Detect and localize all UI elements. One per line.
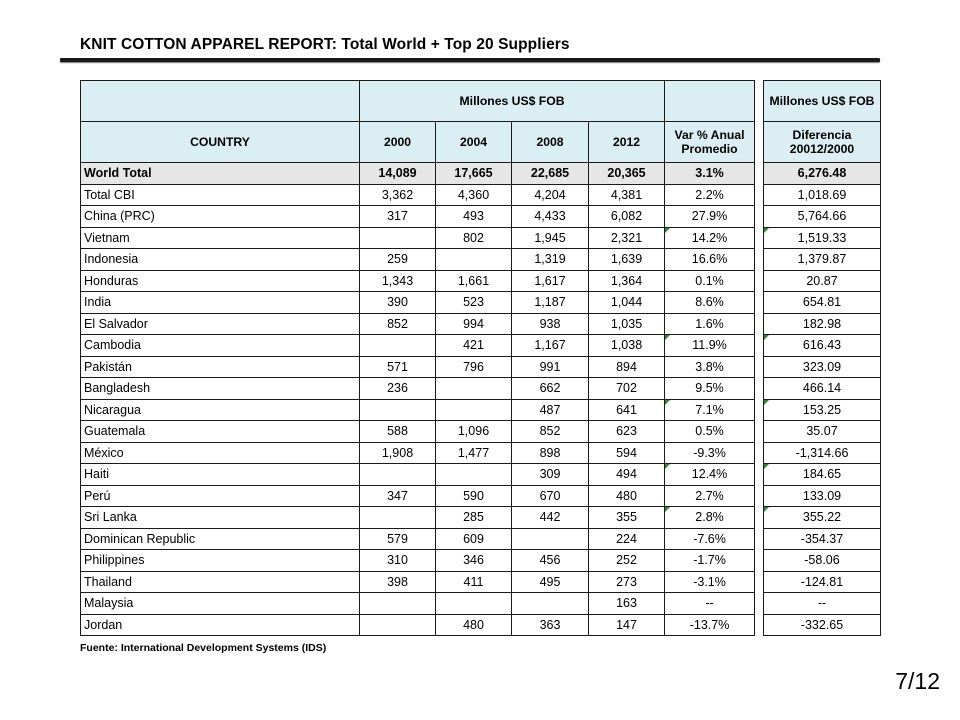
cell-y2000: 317 xyxy=(360,206,436,228)
table-row xyxy=(764,270,881,292)
cell-country: World Total xyxy=(81,163,360,185)
cell-y2008: 898 xyxy=(512,442,589,464)
table-row xyxy=(764,528,881,550)
cell-var: 2.2% xyxy=(665,184,755,206)
cell-var: 2.8% xyxy=(665,507,755,529)
table-row xyxy=(81,442,755,464)
cell-y2008: 456 xyxy=(512,550,589,572)
cell-y2008: 1,319 xyxy=(512,249,589,271)
title-underline xyxy=(60,58,880,62)
cell-var: -3.1% xyxy=(665,571,755,593)
cell-country: India xyxy=(81,292,360,314)
cell-y2008: 4,433 xyxy=(512,206,589,228)
cell-var: 14.2% xyxy=(665,227,755,249)
cell-y2012: 1,364 xyxy=(589,270,665,292)
table-row xyxy=(764,378,881,400)
cell-y2000 xyxy=(360,507,436,529)
table-row xyxy=(81,270,755,292)
cell-y2004: 523 xyxy=(436,292,512,314)
cell-y2012: 273 xyxy=(589,571,665,593)
cell-diff: 616.43 xyxy=(764,335,881,357)
cell-y2000 xyxy=(360,399,436,421)
table-row xyxy=(764,571,881,593)
cell-y2012: 252 xyxy=(589,550,665,572)
cell-country: El Salvador xyxy=(81,313,360,335)
cell-country: Cambodia xyxy=(81,335,360,357)
cell-country: Thailand xyxy=(81,571,360,593)
cell-y2012: 594 xyxy=(589,442,665,464)
cell-y2012: 494 xyxy=(589,464,665,486)
cell-y2004: 285 xyxy=(436,507,512,529)
cell-diff: -354.37 xyxy=(764,528,881,550)
cell-y2008: 1,187 xyxy=(512,292,589,314)
table-row xyxy=(764,206,881,228)
cell-y2000: 588 xyxy=(360,421,436,443)
cell-y2012: 355 xyxy=(589,507,665,529)
cell-y2008: 1,945 xyxy=(512,227,589,249)
cell-y2000: 310 xyxy=(360,550,436,572)
cell-y2000: 1,908 xyxy=(360,442,436,464)
cell-y2004: 493 xyxy=(436,206,512,228)
cell-diff: 182.98 xyxy=(764,313,881,335)
header-year-2000: 2000 xyxy=(360,122,436,163)
cell-country: Malaysia xyxy=(81,593,360,615)
cell-y2004 xyxy=(436,378,512,400)
cell-diff: 654.81 xyxy=(764,292,881,314)
header-money: Millones US$ FOB xyxy=(360,81,665,122)
cell-y2012: 1,044 xyxy=(589,292,665,314)
cell-y2012: 641 xyxy=(589,399,665,421)
cell-country: Honduras xyxy=(81,270,360,292)
cell-country: Haiti xyxy=(81,464,360,486)
table-row xyxy=(81,313,755,335)
cell-diff: 6,276.48 xyxy=(764,163,881,185)
cell-y2000: 579 xyxy=(360,528,436,550)
table-row xyxy=(81,550,755,572)
cell-y2000: 852 xyxy=(360,313,436,335)
cell-diff: 5,764.66 xyxy=(764,206,881,228)
cell-y2008: 363 xyxy=(512,614,589,636)
cell-diff: 355.22 xyxy=(764,507,881,529)
cell-var: 11.9% xyxy=(665,335,755,357)
page-number: 7/12 xyxy=(895,668,940,694)
cell-y2012: 894 xyxy=(589,356,665,378)
table-row xyxy=(81,614,755,636)
table-row xyxy=(81,528,755,550)
cell-y2000 xyxy=(360,227,436,249)
cell-y2008: 670 xyxy=(512,485,589,507)
cell-y2012: 4,381 xyxy=(589,184,665,206)
header-var: Var % Anual Promedio xyxy=(665,122,755,163)
cell-y2004 xyxy=(436,399,512,421)
table-row xyxy=(764,421,881,443)
table-row xyxy=(81,227,755,249)
cell-y2008: 487 xyxy=(512,399,589,421)
table-row xyxy=(81,292,755,314)
cell-country: Nicaragua xyxy=(81,399,360,421)
suppliers-table xyxy=(80,80,755,636)
cell-y2004: 802 xyxy=(436,227,512,249)
table-row xyxy=(81,399,755,421)
cell-y2008: 442 xyxy=(512,507,589,529)
cell-var: 16.6% xyxy=(665,249,755,271)
cell-country: Total CBI xyxy=(81,184,360,206)
cell-var: 9.5% xyxy=(665,378,755,400)
cell-country: Indonesia xyxy=(81,249,360,271)
cell-country: Jordan xyxy=(81,614,360,636)
cell-y2004: 421 xyxy=(436,335,512,357)
cell-country: China (PRC) xyxy=(81,206,360,228)
cell-var: 0.1% xyxy=(665,270,755,292)
cell-var: 1.6% xyxy=(665,313,755,335)
header-year-2004: 2004 xyxy=(436,122,512,163)
cell-diff: -58.06 xyxy=(764,550,881,572)
table-row xyxy=(81,571,755,593)
table-row xyxy=(81,421,755,443)
cell-y2008: 4,204 xyxy=(512,184,589,206)
cell-diff: 153.25 xyxy=(764,399,881,421)
table-row xyxy=(764,249,881,271)
cell-var: -7.6% xyxy=(665,528,755,550)
table-row xyxy=(764,313,881,335)
cell-y2008 xyxy=(512,593,589,615)
table-row xyxy=(764,356,881,378)
cell-y2004: 609 xyxy=(436,528,512,550)
cell-diff: 184.65 xyxy=(764,464,881,486)
cell-y2004: 4,360 xyxy=(436,184,512,206)
table-row xyxy=(81,378,755,400)
cell-y2004: 480 xyxy=(436,614,512,636)
cell-y2008: 852 xyxy=(512,421,589,443)
cell-y2004: 1,096 xyxy=(436,421,512,443)
cell-y2004 xyxy=(436,249,512,271)
cell-y2004: 994 xyxy=(436,313,512,335)
cell-y2000: 571 xyxy=(360,356,436,378)
header-year-2012: 2012 xyxy=(589,122,665,163)
table-row xyxy=(81,249,755,271)
cell-y2000: 390 xyxy=(360,292,436,314)
table-row xyxy=(81,163,755,185)
cell-diff: 1,018.69 xyxy=(764,184,881,206)
cell-y2000 xyxy=(360,614,436,636)
cell-y2012: 1,639 xyxy=(589,249,665,271)
cell-y2000: 3,362 xyxy=(360,184,436,206)
report-title: KNIT COTTON APPAREL REPORT: Total World + Top 20 Suppliers xyxy=(80,36,570,53)
table-row xyxy=(764,399,881,421)
table-row xyxy=(764,464,881,486)
cell-var: 8.6% xyxy=(665,292,755,314)
cell-y2000: 236 xyxy=(360,378,436,400)
cell-diff: -124.81 xyxy=(764,571,881,593)
cell-var: 7.1% xyxy=(665,399,755,421)
table-row xyxy=(764,550,881,572)
table-row xyxy=(764,593,881,615)
table-row xyxy=(81,206,755,228)
cell-y2004 xyxy=(436,593,512,615)
cell-country: Philippines xyxy=(81,550,360,572)
table-row xyxy=(81,593,755,615)
cell-var: 3.8% xyxy=(665,356,755,378)
table-row xyxy=(81,184,755,206)
cell-diff: -1,314.66 xyxy=(764,442,881,464)
cell-y2008: 495 xyxy=(512,571,589,593)
cell-y2012: 6,082 xyxy=(589,206,665,228)
cell-y2008: 938 xyxy=(512,313,589,335)
table-row xyxy=(764,485,881,507)
cell-diff: 20.87 xyxy=(764,270,881,292)
cell-diff: -332.65 xyxy=(764,614,881,636)
cell-var: -13.7% xyxy=(665,614,755,636)
header-blank-var xyxy=(665,81,755,122)
cell-var: -1.7% xyxy=(665,550,755,572)
cell-var: 0.5% xyxy=(665,421,755,443)
table-row xyxy=(764,163,881,185)
cell-y2012: 163 xyxy=(589,593,665,615)
cell-y2012: 623 xyxy=(589,421,665,443)
cell-var: 12.4% xyxy=(665,464,755,486)
cell-y2000: 14,089 xyxy=(360,163,436,185)
table-row xyxy=(81,507,755,529)
cell-var: 2.7% xyxy=(665,485,755,507)
cell-diff: 1,519.33 xyxy=(764,227,881,249)
cell-y2004 xyxy=(436,464,512,486)
cell-diff: 35.07 xyxy=(764,421,881,443)
table-row xyxy=(764,292,881,314)
cell-y2000 xyxy=(360,464,436,486)
difference-table xyxy=(763,80,881,636)
cell-y2008: 22,685 xyxy=(512,163,589,185)
cell-y2000: 347 xyxy=(360,485,436,507)
cell-y2004: 17,665 xyxy=(436,163,512,185)
cell-y2012: 147 xyxy=(589,614,665,636)
header-blank xyxy=(81,81,360,122)
table-row xyxy=(764,507,881,529)
source-note: Fuente: International Development Systems (IDS) xyxy=(80,642,327,654)
cell-y2008: 991 xyxy=(512,356,589,378)
table-row xyxy=(764,335,881,357)
cell-var: -- xyxy=(665,593,755,615)
cell-y2008: 1,167 xyxy=(512,335,589,357)
table-row xyxy=(81,485,755,507)
cell-y2004: 346 xyxy=(436,550,512,572)
cell-y2012: 20,365 xyxy=(589,163,665,185)
table-row xyxy=(764,442,881,464)
cell-diff: 1,379.87 xyxy=(764,249,881,271)
header-year-2008: 2008 xyxy=(512,122,589,163)
cell-y2004: 590 xyxy=(436,485,512,507)
table-row xyxy=(81,335,755,357)
cell-y2012: 2,321 xyxy=(589,227,665,249)
cell-y2012: 1,035 xyxy=(589,313,665,335)
cell-y2000 xyxy=(360,335,436,357)
cell-country: Vietnam xyxy=(81,227,360,249)
table-row xyxy=(764,227,881,249)
cell-y2008: 309 xyxy=(512,464,589,486)
cell-country: México xyxy=(81,442,360,464)
table-row xyxy=(764,184,881,206)
cell-y2000: 259 xyxy=(360,249,436,271)
cell-y2012: 480 xyxy=(589,485,665,507)
cell-y2012: 702 xyxy=(589,378,665,400)
cell-country: Dominican Republic xyxy=(81,528,360,550)
cell-var: -9.3% xyxy=(665,442,755,464)
cell-y2004: 1,661 xyxy=(436,270,512,292)
table-row xyxy=(764,614,881,636)
cell-diff: 133.09 xyxy=(764,485,881,507)
cell-country: Perú xyxy=(81,485,360,507)
side-header-money: Millones US$ FOB xyxy=(764,81,881,122)
cell-diff: -- xyxy=(764,593,881,615)
cell-y2004: 1,477 xyxy=(436,442,512,464)
cell-var: 27.9% xyxy=(665,206,755,228)
cell-diff: 323.09 xyxy=(764,356,881,378)
cell-country: Sri Lanka xyxy=(81,507,360,529)
cell-diff: 466.14 xyxy=(764,378,881,400)
table-row xyxy=(81,356,755,378)
side-header-diff: Diferencia 20012/2000 xyxy=(764,122,881,163)
cell-y2012: 1,038 xyxy=(589,335,665,357)
cell-var: 3.1% xyxy=(665,163,755,185)
cell-country: Pakistán xyxy=(81,356,360,378)
cell-y2008: 662 xyxy=(512,378,589,400)
cell-y2000: 398 xyxy=(360,571,436,593)
cell-y2000: 1,343 xyxy=(360,270,436,292)
cell-country: Bangladesh xyxy=(81,378,360,400)
cell-y2000 xyxy=(360,593,436,615)
cell-y2012: 224 xyxy=(589,528,665,550)
table-row xyxy=(81,464,755,486)
cell-y2004: 796 xyxy=(436,356,512,378)
cell-y2004: 411 xyxy=(436,571,512,593)
header-country: COUNTRY xyxy=(81,122,360,163)
cell-y2008: 1,617 xyxy=(512,270,589,292)
cell-y2008 xyxy=(512,528,589,550)
cell-country: Guatemala xyxy=(81,421,360,443)
